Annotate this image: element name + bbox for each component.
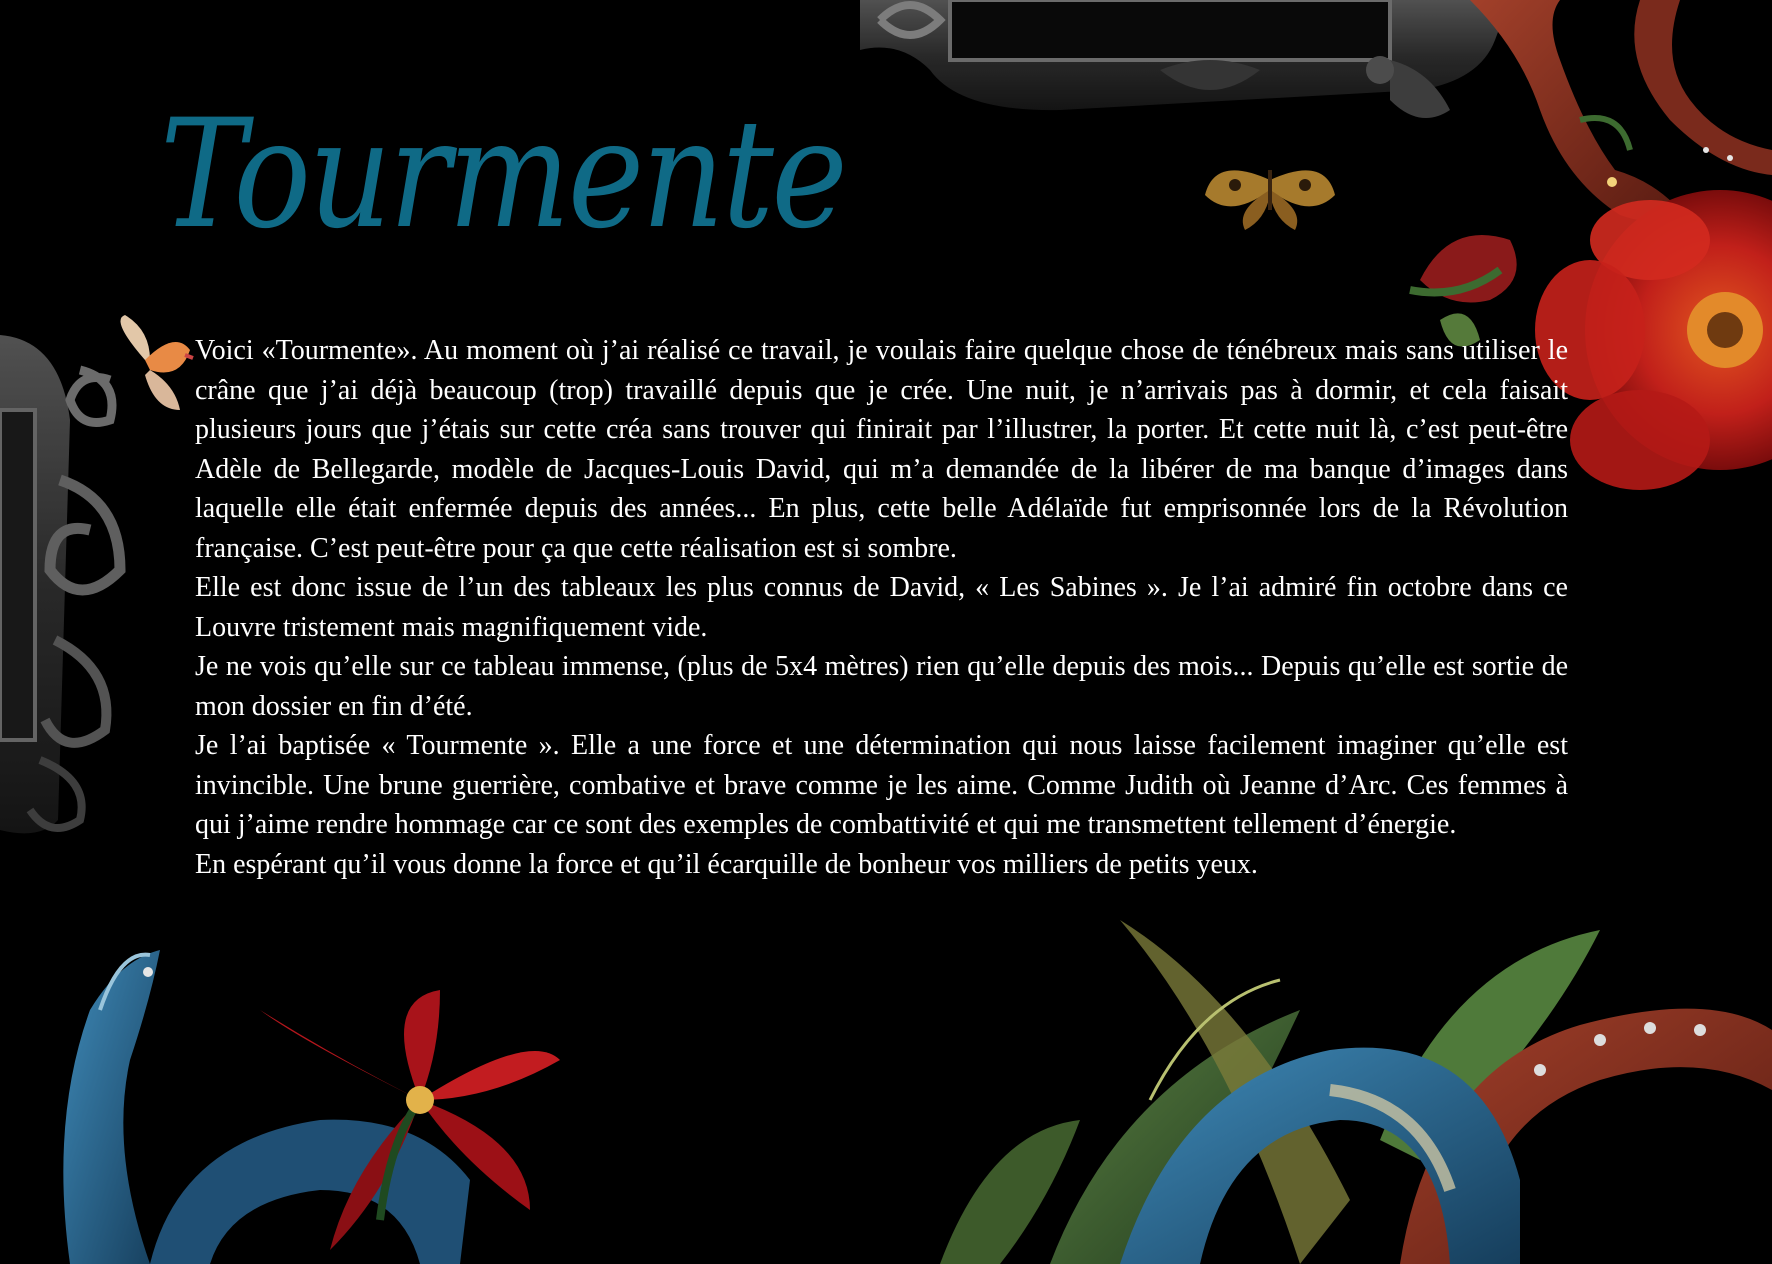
paragraph: Je l’ai baptisée « Tourmente ». Elle a une force et une détermination qui nous laisse facilement imaginer qu’elle est invincible. Une brune guerrière, combative et brave comme je les aime. Comme Judith où Jeanne d’Arc. Ces femmes à qui j’aime rendre hommage car ce sont des exemples de combattivité et qui me transmettent tellement d’énergie. [195,730,1568,840]
brown-butterfly [1205,170,1335,230]
ornate-frame-left [0,335,120,833]
red-rose [1535,190,1772,490]
orange-butterfly [121,315,194,410]
red-snake-top-right [1470,0,1772,221]
ornate-frame-top [860,0,1510,118]
page-title: Tourmente [160,88,846,262]
paragraph: En espérant qu’il vous donne la force et qu’il écarquille de bonheur vos milliers de petits yeux. [195,848,1258,880]
body-text [195,331,1568,884]
paragraph: Voici «Tourmente». Au moment où j’ai réalisé ce travail, je voulais faire quelque chose de ténébreux mais sans utiliser le crâne que j’ai déjà beaucoup (trop) travaillé depuis que je crée. Une nuit, je n’arrivais pas à dormir, et cela faisait plusieurs jours que j’étais sur cette créa sans trouver qui finirait par l’illustrer, la porter. Et cette nuit là, c’est peut-être Adèle de Bellegarde, modèle de Jacques-Louis David, qui m’a demandée de la libérer de ma banque d’images dans laquelle elle était enfermée depuis des années... En plus, cette belle Adélaïde fut emprisonnée lors de la Révolution française. C’est peut-être pour ça que cette réalisation est si sombre. [195,335,1568,564]
paragraph: Je ne vois qu’elle sur ce tableau immense, (plus de 5x4 mètres) rien qu’elle depuis des mois... Depuis qu’elle est sortie de mon dossier en fin d’été. [195,651,1568,722]
paragraph: Elle est donc issue de l’un des tableaux les plus connus de David, « Les Sabines ». Je l’ai admiré fin octobre dans ce Louvre tristement mais magnifiquement vide. [195,572,1568,643]
